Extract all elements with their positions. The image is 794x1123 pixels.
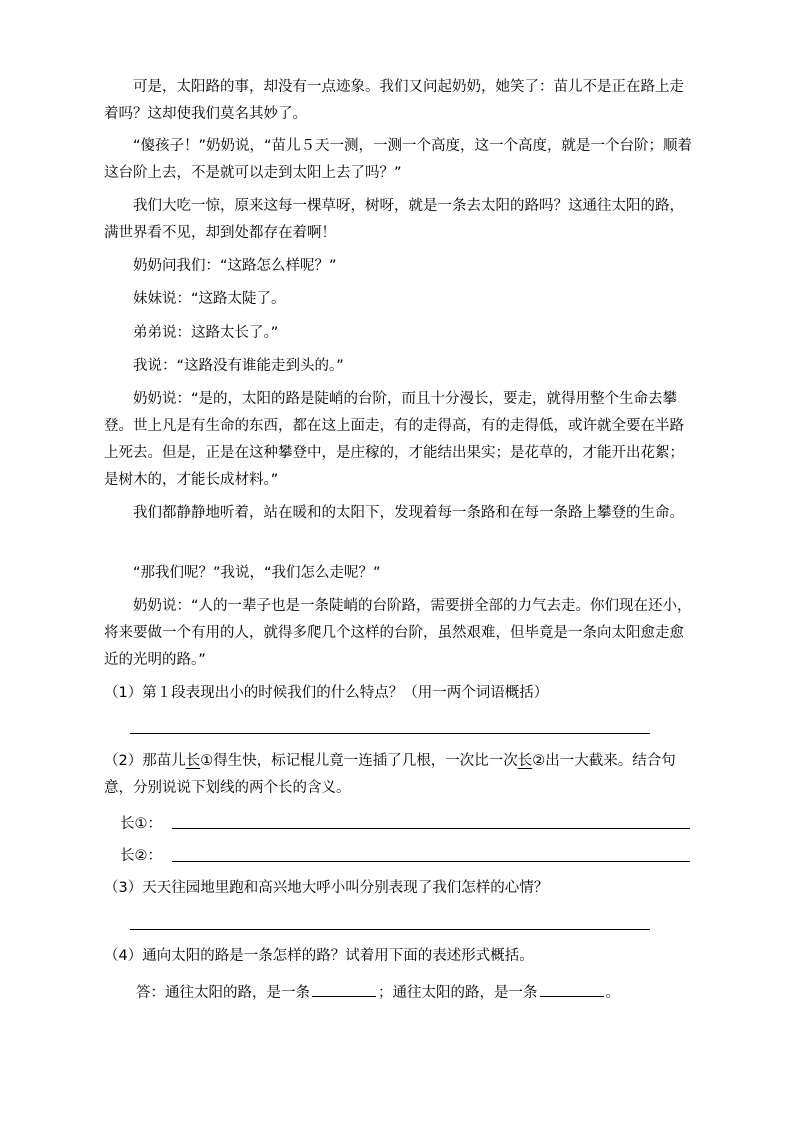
paragraph-7: 我说：“这路没有谁能走到头的。” xyxy=(133,358,344,374)
answer-line-q3[interactable] xyxy=(130,929,650,930)
answer-line-q2-2[interactable] xyxy=(172,861,690,862)
paragraph-5: 妹妹说：“这路太陡了。 xyxy=(133,291,286,307)
paragraph-4: 奶奶问我们：“这路怎么样呢？” xyxy=(133,258,337,274)
paragraph-1: 可是，太阳路的事，却没有一点迹象。我们又问起奶奶，她笑了：苗儿不是正在路上走着吗？这却使我们莫名其妙了。 xyxy=(104,79,684,122)
question-4: （4）通向太阳的路是一条怎样的路？试着用下面的表述形式概括。 xyxy=(104,948,534,964)
answer-line-q1[interactable] xyxy=(130,733,650,734)
question-2: （2）那苗儿长①得生快，标记棍儿竟一连插了几根，一次比一次长②出一大截来。结合句意，分别说说下划线的两个长的含义。 xyxy=(104,753,676,796)
underlined-word-2: 长 xyxy=(517,753,533,769)
paragraph-11: 奶奶说：“人的一辈子也是一条陡峭的台阶路，需要拼全部的力气去走。你们现在还小，将来要做一个有用的人，就得多爬几个这样的台阶，虽然艰难，但毕竟是一条向太阳愈走愈近的光明的路。” xyxy=(104,598,692,668)
answer-line-q2-1[interactable] xyxy=(172,828,690,829)
question-1: （1）第１段表现出小的时候我们的什么特点？（用一两个词语概括） xyxy=(104,685,549,701)
paragraph-10: “那我们呢？”我说，“我们怎么走呢？” xyxy=(133,565,381,581)
underlined-word-1: 长 xyxy=(185,753,201,769)
question-3: （3）天天往园地里跑和高兴地大呼小叫分别表现了我们怎样的心情？ xyxy=(104,880,549,896)
blank-2[interactable] xyxy=(540,982,604,997)
paragraph-6: 弟弟说：这路太长了。” xyxy=(133,325,279,341)
label-chang-1: 长①： xyxy=(120,816,162,832)
paragraph-8: 奶奶说：“是的，太阳的路是陡峭的台阶，而且十分漫长，要走，就得用整个生命去攀登。世上凡是有生命的东西，都在这上面走，有的走得高，有的走得低，或许就全要在半路上死去。但是，正是在这种攀登中，是庄稼的，才能结出果实；是花草的，才能开出花絮；是树木的，才能长成材料。” xyxy=(104,391,684,488)
paragraph-2: “傻孩子！”奶奶说，“苗儿５天一测，一测一个高度，这一个高度，就是一个台阶；顺着这台阶上去，不是就可以走到太阳上去了吗？” xyxy=(104,138,693,181)
label-chang-2: 长②： xyxy=(120,848,162,864)
answer-template-q4: 答：通往太阳的路，是一条 ；通往太阳的路，是一条 。 xyxy=(136,980,696,1007)
paragraph-9: 我们都静静地听着，站在暖和的太阳下，发现着每一条路和在每一条路上攀登的生命。 xyxy=(133,505,684,521)
blank-1[interactable] xyxy=(312,982,376,997)
paragraph-3: 我们大吃一惊，原来这每一棵草呀，树呀，就是一条去太阳的路吗？这通往太阳的路，满世界看不见，却到处都存在着啊！ xyxy=(104,198,684,241)
